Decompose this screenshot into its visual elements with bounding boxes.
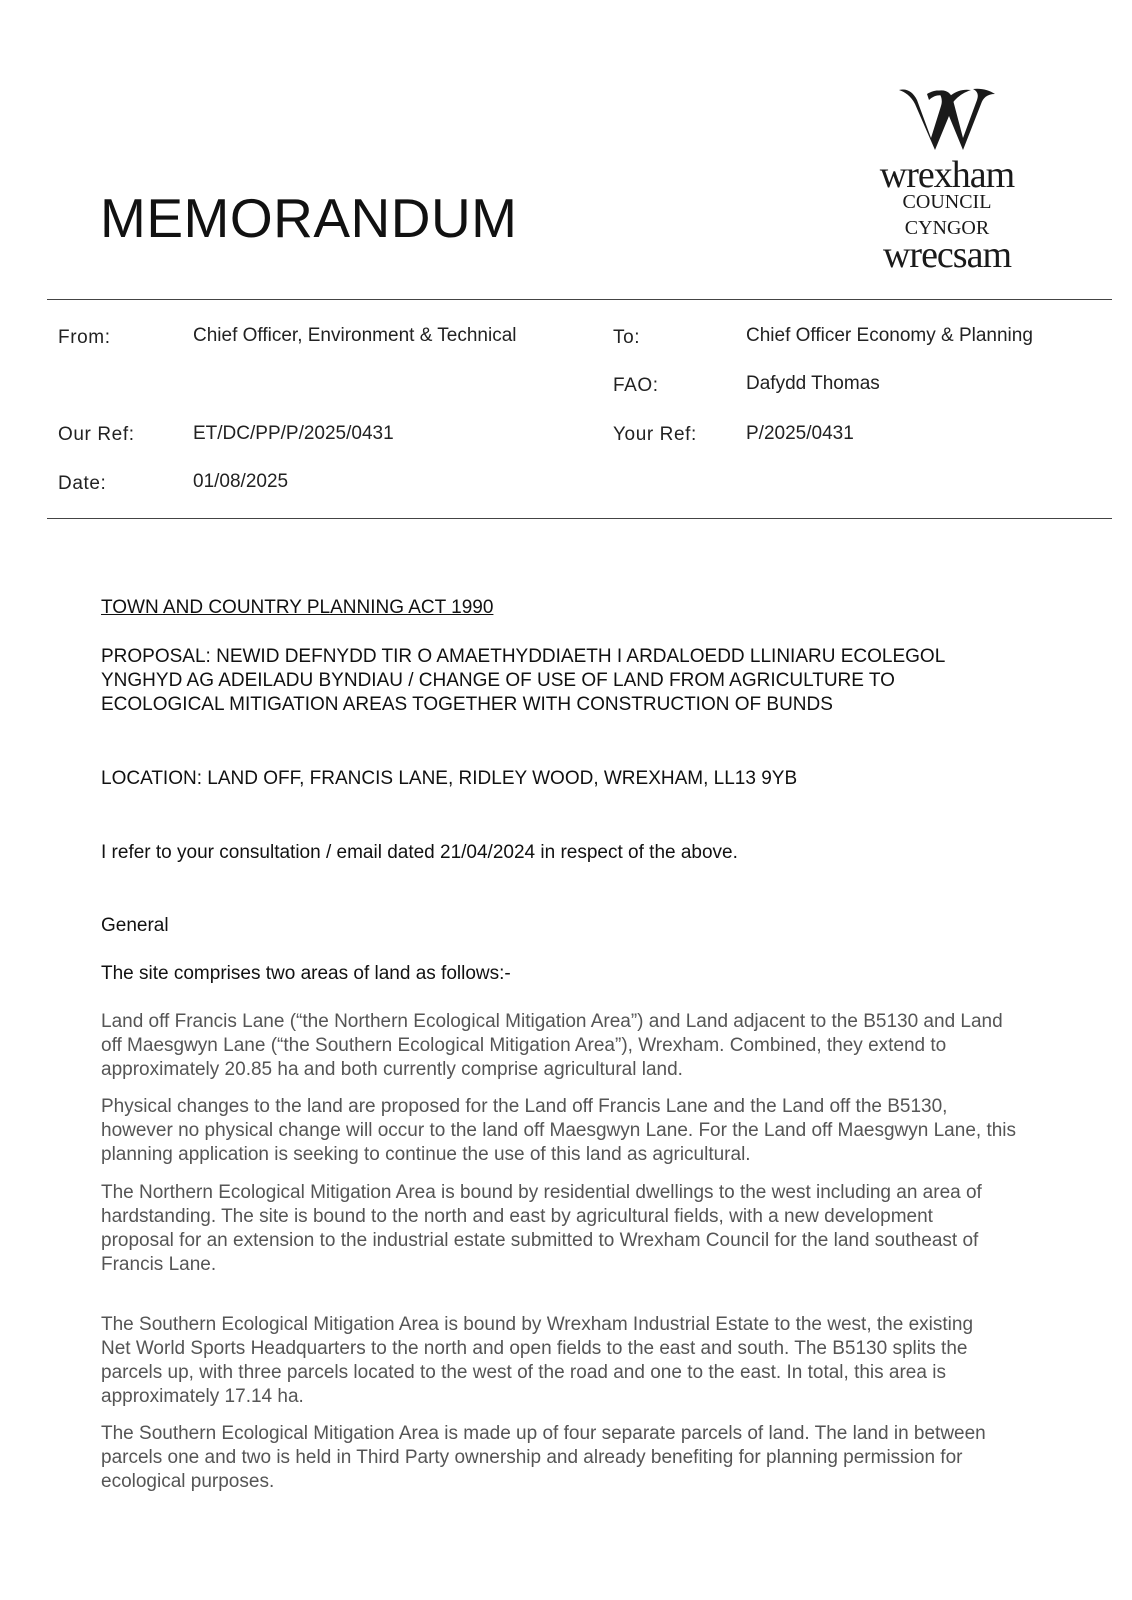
your-ref-label: Your Ref: (613, 424, 697, 445)
fao-label: FAO: (613, 375, 659, 396)
location-text: LOCATION: LAND OFF, FRANCIS LANE, RIDLEY WOOD, WREXHAM, LL13 9YB (101, 768, 798, 789)
paragraph-1: Land off Francis Lane (“the Northern Ecological Mitigation Area”) and Land adjacent to the B5130 and Land off Maesgwyn Lane (“the Southern Ecological Mitigation Area”), Wrexham. Combined, they extend to approximately 20.85 ha and both currently comprise agricultural land. (101, 1011, 1003, 1080)
logo-text-wrecsam: wrecsam (882, 234, 1012, 276)
to-label: To: (613, 327, 641, 348)
from-value: Chief Officer, Environment & Technical (193, 325, 517, 346)
paragraph-3: The Northern Ecological Mitigation Area is bound by residential dwellings to the west including an area of hardstanding. The site is bound to the north and east by agricultural fields, with a new development proposal for an extension to the industrial estate submitted to Wrexham Council for the land southeast of Francis Lane. (101, 1182, 982, 1275)
bottom-divider (47, 518, 1112, 519)
our-ref-label: Our Ref: (58, 424, 135, 445)
act-heading: TOWN AND COUNTRY PLANNING ACT 1990 (101, 597, 494, 618)
general-heading: General (101, 915, 169, 936)
wrexham-w-icon (897, 86, 997, 152)
from-label: From: (58, 327, 111, 348)
paragraph-5: The Southern Ecological Mitigation Area is made up of four separate parcels of land. The land in between parcels one and two is held in Third Party ownership and already benefiting for planning permission for ecological purposes. (101, 1423, 986, 1492)
fao-value: Dafydd Thomas (746, 373, 880, 394)
paragraph-2: Physical changes to the land are proposed for the Land off Francis Lane and the Land off the B5130, however no physical change will occur to the land off Maesgwyn Lane. For the Land off Maesgwyn Lane, this planning application is seeking to continue the use of this land as agricultural. (101, 1096, 1017, 1165)
date-label: Date: (58, 473, 107, 494)
date-value: 01/08/2025 (193, 471, 289, 492)
logo-text-wrexham: wrexham (879, 154, 1015, 196)
logo-text-cyngor: CYNGOR (904, 217, 990, 239)
site-intro-text: The site comprises two areas of land as follows:- (101, 963, 511, 984)
proposal-text: PROPOSAL: NEWID DEFNYDD TIR O AMAETHYDDIAETH I ARDALOEDD LLINIARU ECOLEGOL YNGHYD AG ADEILADU BYNDIAU / CHANGE OF USE OF LAND FROM AGRICULTURE TO ECOLOGICAL MITIGATION AREAS TOGETHER WITH CONSTRUCTION OF BUNDS (101, 646, 945, 715)
your-ref-value: P/2025/0431 (746, 423, 854, 444)
page-title: MEMORANDUM (100, 187, 518, 249)
top-divider (47, 299, 1112, 300)
intro-text: I refer to your consultation / email dated 21/04/2024 in respect of the above. (101, 842, 738, 863)
council-logo (872, 86, 1022, 276)
logo-text-council: COUNCIL (902, 191, 992, 213)
to-value: Chief Officer Economy & Planning (746, 325, 1033, 346)
our-ref-value: ET/DC/PP/P/2025/0431 (193, 423, 394, 444)
paragraph-4: The Southern Ecological Mitigation Area is bound by Wrexham Industrial Estate to the west, the existing Net World Sports Headquarters to the north and open fields to the east and south. The B5130 splits the parcels up, with three parcels located to the west of the road and one to the east. In total, this area is approximately 17.14 ha. (101, 1314, 974, 1407)
